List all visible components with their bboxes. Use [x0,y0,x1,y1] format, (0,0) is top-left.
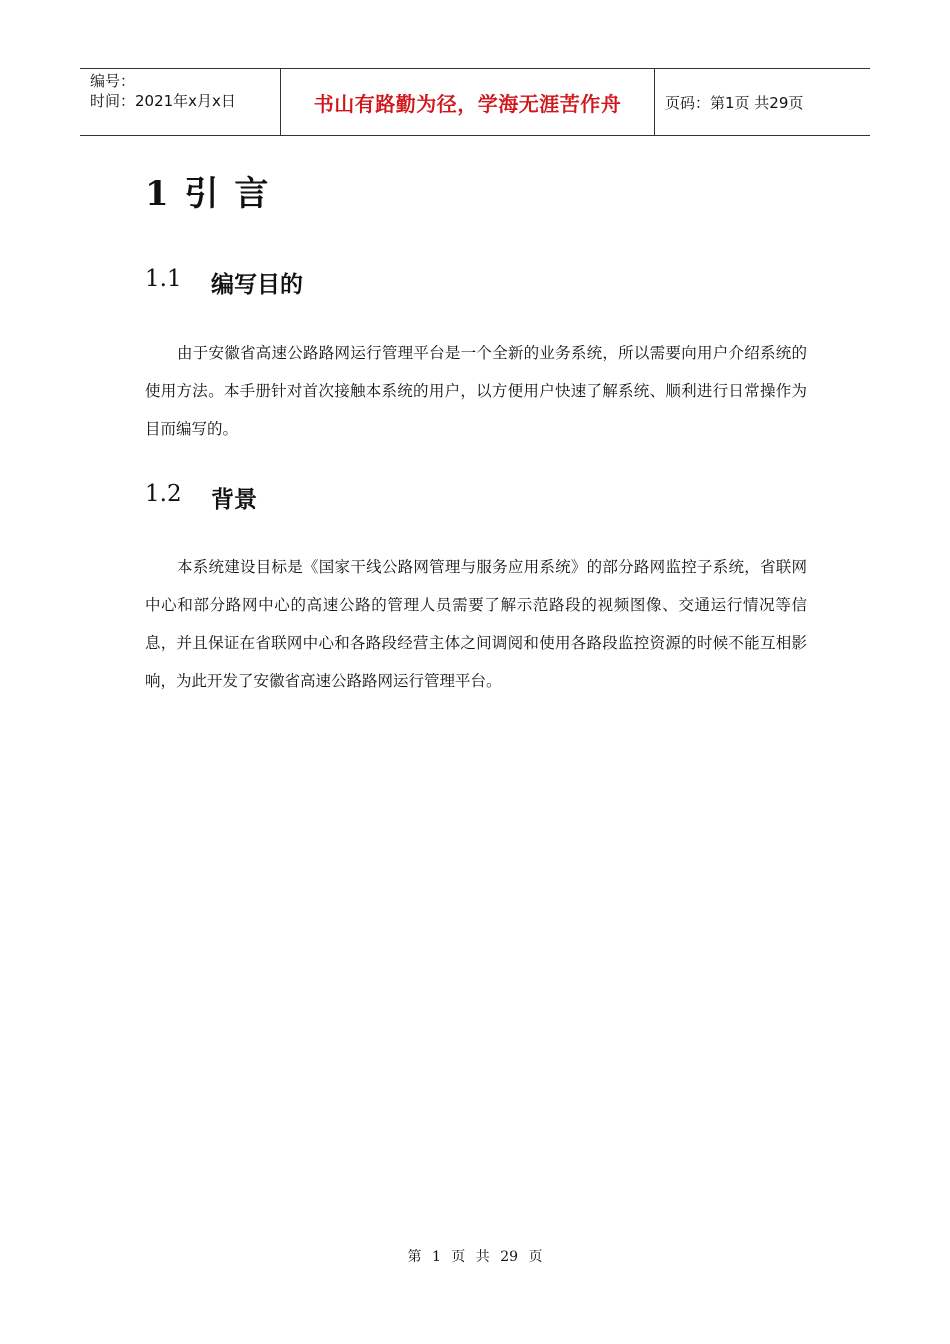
page-header [80,68,870,136]
section-body-1-2: 本系统建设目标是《国家干线公路网管理与服务应用系统》的部分路网监控子系统，省联网中心和部分路网中心的高速公路的管理人员需要了解示范路段的视频图像、交通运行情况等信息，并且保证在省联网中心和各路段经营主体之间调阅和使用各路段监控资源的时候不能互相影响，为此开发了安徽省高速公路路网运行管理平台。 [145,558,807,690]
serial-label: 编号： [90,72,136,90]
section-body-1-1: 由于安徽省高速公路路网运行管理平台是一个全新的业务系统，所以需要向用户介绍系统的使用方法。本手册针对首次接触本系统的用户，以方便用户快速了解系统、顺利进行日常操作为目而编写的。 [145,344,807,438]
header-slogan: 书山有路勤为径，学海无涯苦作舟 [281,69,655,135]
section-title: 背景 [211,486,257,513]
time-label: 时间：2021年x月x日 [90,92,236,110]
header-meta [80,69,281,135]
page-footer: 第 1 页 共 29 页 [407,1249,543,1265]
section-heading-1-2 [145,481,257,514]
section-heading-1-1 [145,266,303,299]
section-title: 编写目的 [211,271,303,298]
section-number: 1.1 [145,266,182,292]
section-number: 1.2 [145,481,182,507]
header-page-info: 页码：第1页 共29页 [665,93,804,112]
chapter-title: 1 引 言 [145,174,271,214]
